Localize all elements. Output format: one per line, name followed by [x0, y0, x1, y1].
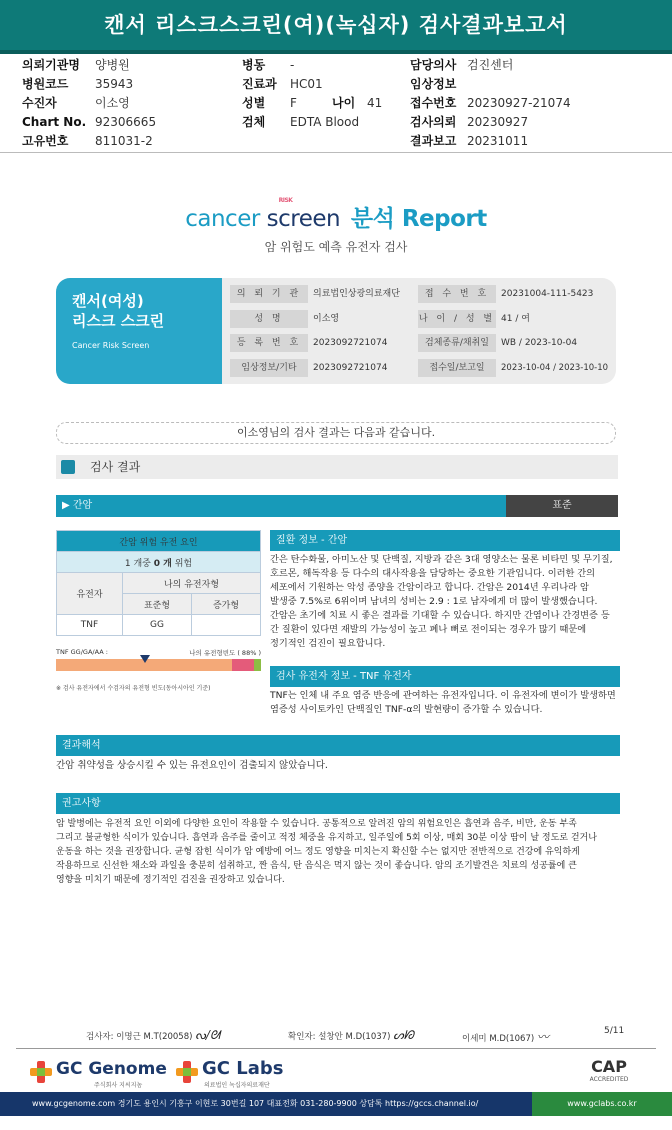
info-row: [242, 113, 412, 132]
text-line: 염증성 사이토카인 단백질인 TNF-α의 발현량이 증가할 수 있습니다.: [270, 704, 543, 715]
info-mid-column: [242, 56, 412, 132]
info-label: 결과보고: [410, 134, 457, 148]
result-notice: 이소영님의 검사 결과는 다음과 같습니다.: [56, 422, 616, 444]
card-row: [230, 307, 610, 332]
info-row: [410, 75, 610, 94]
header-rule: [0, 50, 672, 54]
interpretation-title: 결과해석: [56, 735, 620, 756]
info-row: [22, 94, 232, 113]
section-title: 검사 결과: [90, 460, 141, 474]
text-line: 작용하므로 신선한 채소와 과일을 충분히 섭취하고, 짠 음식, 탄 음식은 먹지 않는 것이 좋습니다. 암의 조기발견은 치료의 성공률에 큰: [56, 861, 577, 871]
gene-name: TNF: [57, 615, 123, 636]
card-title-line1: 캔서(여성): [72, 292, 144, 310]
card-label: 등 록 번 호: [230, 334, 308, 352]
card-title-panel: [56, 278, 222, 384]
confirmer-signature: [288, 1028, 414, 1043]
band-left-label: TNF GG/GA/AA :: [56, 648, 108, 656]
info-value: 20230927-21074: [467, 96, 571, 110]
gene-column-header: 유전자: [57, 573, 123, 615]
info-row: [410, 56, 610, 75]
info-label: 수진자: [22, 96, 57, 110]
info-value: -: [290, 58, 295, 72]
divider: [0, 152, 672, 153]
brand1-subtitle: 주식회사 지씨지놈: [94, 1082, 143, 1089]
info-left-column: [22, 56, 232, 151]
info-value: 92306665: [95, 115, 157, 129]
text-line: 호르몬, 해독작용 등 다수의 대사작용을 담당하는 중요한 기관입니다. 이러한 간의: [270, 568, 596, 579]
brand2-subtitle: 의료법인 녹십자의료재단: [204, 1082, 270, 1089]
info-row: [22, 75, 232, 94]
increase-genotype-value: [192, 615, 261, 636]
text-line: 간암은 초기에 치료 시 좋은 결과를 기대할 수 있습니다. 하지만 간염이나 간경변증 등: [270, 610, 610, 621]
status-badge: 표준: [506, 495, 618, 517]
info-row: [22, 132, 232, 151]
card-value: 41 / 여: [501, 313, 530, 324]
info-label: 검체: [242, 115, 266, 129]
info-value: HC01: [290, 77, 323, 91]
text-line: 영향을 미치기 때문에 정기적인 검진을 권장하고 있습니다.: [56, 875, 285, 885]
gene-risk-count: [57, 552, 261, 573]
text-line: 운동을 하는 것을 권장합니다. 균형 잡힌 식이가 암 예방에 어느 정도 영향을 미치는지 확신할 수는 없지만 전반적으로 건강에 유익하게: [56, 847, 580, 857]
info-value: 20231011: [467, 134, 529, 148]
info-label: 접수번호: [410, 96, 457, 110]
logo-risk: RISK: [278, 197, 293, 204]
card-label: 접 수 번 호: [418, 285, 496, 303]
band-right-label: 나의 유전형빈도 ( 88% ): [189, 649, 261, 657]
text-line: 세포에서 기원하는 악성 종양을 간암이라고 합니다. 간암은 2014년 우리나라 암: [270, 582, 589, 593]
reviewer-signature: [462, 1028, 549, 1045]
text-line: 간 질환이 있다면 재발의 가능성이 높고 폐나 뼈로 전이되는 경우가 많기 때문에: [270, 624, 587, 635]
count-suffix: 위험: [171, 558, 193, 569]
count-prefix: 1 개중: [124, 558, 154, 569]
info-value: F: [290, 96, 297, 110]
gc-cross-icon: [176, 1061, 198, 1083]
info-value: 811031-2: [95, 134, 153, 148]
card-label: 임상정보/기타: [230, 359, 308, 377]
interpretation-text: 간암 취약성을 상승시킬 수 있는 유전요인이 검출되지 않았습니다.: [56, 760, 328, 771]
brand1-name: GC Genome: [56, 1059, 167, 1079]
band-segment-green: [254, 659, 261, 671]
info-label: 병동: [242, 58, 266, 72]
liver-cancer-bar: [56, 495, 618, 517]
card-value: 2023092721074: [313, 338, 388, 348]
cap-subtitle: ACCREDITED: [589, 1076, 629, 1083]
info-value: 20230927: [467, 115, 529, 129]
footer-website-link[interactable]: www.gclabs.co.kr: [532, 1092, 672, 1116]
gc-labs-logo: [176, 1056, 296, 1090]
card-table: [230, 282, 610, 380]
info-row: [410, 113, 610, 132]
signature-mark: 〰: [536, 1030, 549, 1044]
advice-text: [56, 817, 620, 887]
card-label: 의 뢰 기 관: [230, 285, 308, 303]
info-value: 양병원: [95, 58, 130, 72]
card-value: 20231004-111-5423: [501, 289, 594, 299]
gc-genome-logo: [30, 1056, 170, 1090]
brand2-name: GC Labs: [202, 1058, 284, 1079]
info-label: 고유번호: [22, 134, 69, 148]
tester-signature: [86, 1028, 220, 1043]
gene-info-title: 검사 유전자 정보 - TNF 유전자: [270, 666, 620, 687]
frequency-band-labels: [56, 648, 261, 656]
card-label: 검체종류/채취일: [418, 334, 496, 352]
card-label: 성 명: [230, 310, 308, 328]
info-label: 병원코드: [22, 77, 69, 91]
info-row: [410, 132, 610, 151]
age-label: 나이: [332, 96, 356, 110]
increase-type-header: 증가형: [192, 594, 261, 615]
info-label: 진료과: [242, 77, 277, 91]
band-footnote: ※ 검사 유전자에서 수검자의 유전형 빈도(동아시아인 기준): [56, 685, 211, 692]
gene-risk-table: [56, 530, 261, 636]
info-label: 임상정보: [410, 77, 457, 91]
gc-cross-icon: [30, 1061, 52, 1083]
text-line: 정기적인 검진이 필요합니다.: [270, 638, 386, 649]
footer-rule: [16, 1048, 656, 1049]
genotype-frequency-band: [56, 659, 261, 671]
card-value: 2023-10-04 / 2023-10-10: [501, 362, 609, 373]
gene-info-text: [270, 689, 620, 717]
advice-title: 권고사항: [56, 793, 620, 814]
signature-mark: ᔓ/ᘛ: [195, 1028, 221, 1042]
info-label: Chart No.: [22, 115, 87, 129]
info-label: 의뢰기관명: [22, 58, 80, 72]
signature-mark: ᔕᘗ: [393, 1028, 415, 1042]
my-frequency-marker: [140, 655, 150, 663]
text-line: 암 발병에는 유전적 요인 이외에 다양한 요인이 작용할 수 있습니다. 공통적으로 알려진 암의 위험요인은 흡연과 음주, 비만, 운동 부족: [56, 819, 577, 829]
cap-accredited-logo: [578, 1058, 640, 1088]
cancer-screen-logo: [0, 197, 672, 233]
card-value: 이소영: [313, 313, 340, 324]
info-value: 검진센터: [467, 58, 514, 72]
logo-cancer: cancer: [185, 206, 260, 232]
info-row: [242, 94, 412, 113]
disease-info-text: [270, 553, 620, 651]
card-label: 접수일/보고일: [418, 359, 496, 377]
standard-type-header: 표준형: [123, 594, 192, 615]
count-bold: 0 개: [153, 558, 172, 569]
page-number: 5/11: [604, 1026, 625, 1036]
card-title-line2: 리스크 스크린: [72, 312, 165, 330]
info-label: 성별: [242, 96, 266, 110]
card-row: [230, 282, 610, 307]
info-label: 담당의사: [410, 58, 457, 72]
confirmer-text: 확인자: 설창안 M.D(1037): [288, 1032, 391, 1042]
patient-card: [56, 278, 616, 384]
info-row: [410, 94, 610, 113]
text-line: 발생중 7.5%로 6위이며 남녀의 성비는 2.9 : 1로 남자에게 더 많이 발생했습니다.: [270, 596, 598, 607]
logo-report: 분석 Report: [350, 206, 487, 232]
info-row: [22, 113, 232, 132]
cap-text: CAP: [591, 1057, 627, 1076]
standard-genotype-value: GG: [123, 615, 192, 636]
report-title: 캔서 리스크스크린(여)(녹십자) 검사결과보고서: [0, 0, 672, 50]
footer-contact-bar: [0, 1092, 672, 1116]
gene-info-box: [270, 666, 620, 717]
card-value: 2023092721074: [313, 362, 388, 373]
info-value: 35943: [95, 77, 134, 91]
card-value: 의료법인상광의료재단: [313, 289, 400, 299]
info-value: 이소영: [95, 96, 130, 110]
card-row: [230, 331, 610, 356]
reviewer-text: 이세미 M.D(1067): [462, 1034, 535, 1044]
section-header: [56, 455, 618, 479]
liver-label: ▶ 간암: [62, 500, 93, 511]
card-label: 나 이 / 성 별: [418, 310, 496, 328]
text-line: 그리고 불균형한 식이가 있습니다. 흡연과 음주를 줄이고 적정 체중을 유지하고, 일주일에 5회 이상, 매회 30분 이상 땀이 날 정도로 걷거나: [56, 833, 597, 843]
logo-subtitle: 암 위험도 예측 유전자 검사: [264, 240, 408, 254]
tester-text: 검사자: 이명근 M.T(20058): [86, 1032, 193, 1042]
band-segment-pink: [232, 659, 254, 671]
card-value: WB / 2023-10-04: [501, 338, 578, 348]
document-icon: [61, 460, 75, 474]
gene-table-title: 간암 위험 유전 요인: [57, 531, 261, 552]
text-line: 간은 탄수화물, 아미노산 및 단백질, 지방과 같은 3대 영양소는 물론 비타민 및 무기질,: [270, 554, 613, 565]
card-row: [230, 356, 610, 381]
disease-info-title: 질환 정보 - 간암: [270, 530, 620, 551]
my-genotype-header: 나의 유전자형: [123, 573, 261, 594]
footer-address: www.gcgenome.com 경기도 용인시 기흥구 이현로 30번길 107 대표전화 031-280-9900 상담톡 https://gccs.channel.io/: [32, 1099, 479, 1108]
info-value: EDTA Blood: [290, 115, 360, 129]
info-row: [242, 56, 412, 75]
advice-box: [56, 793, 620, 887]
info-row: [242, 75, 412, 94]
info-row: [22, 56, 232, 75]
info-right-column: [410, 56, 610, 151]
logo-screen: screen: [266, 206, 341, 232]
disease-info-box: [270, 530, 620, 651]
interpretation-box: [56, 735, 620, 773]
info-label: 검사의뢰: [410, 115, 457, 129]
card-subtitle: Cancer Risk Screen: [72, 341, 150, 350]
age-value: 41: [367, 96, 383, 110]
text-line: TNF는 인체 내 주요 염증 반응에 관여하는 유전자입니다. 이 유전자에 변이가 발생하면: [270, 690, 616, 701]
